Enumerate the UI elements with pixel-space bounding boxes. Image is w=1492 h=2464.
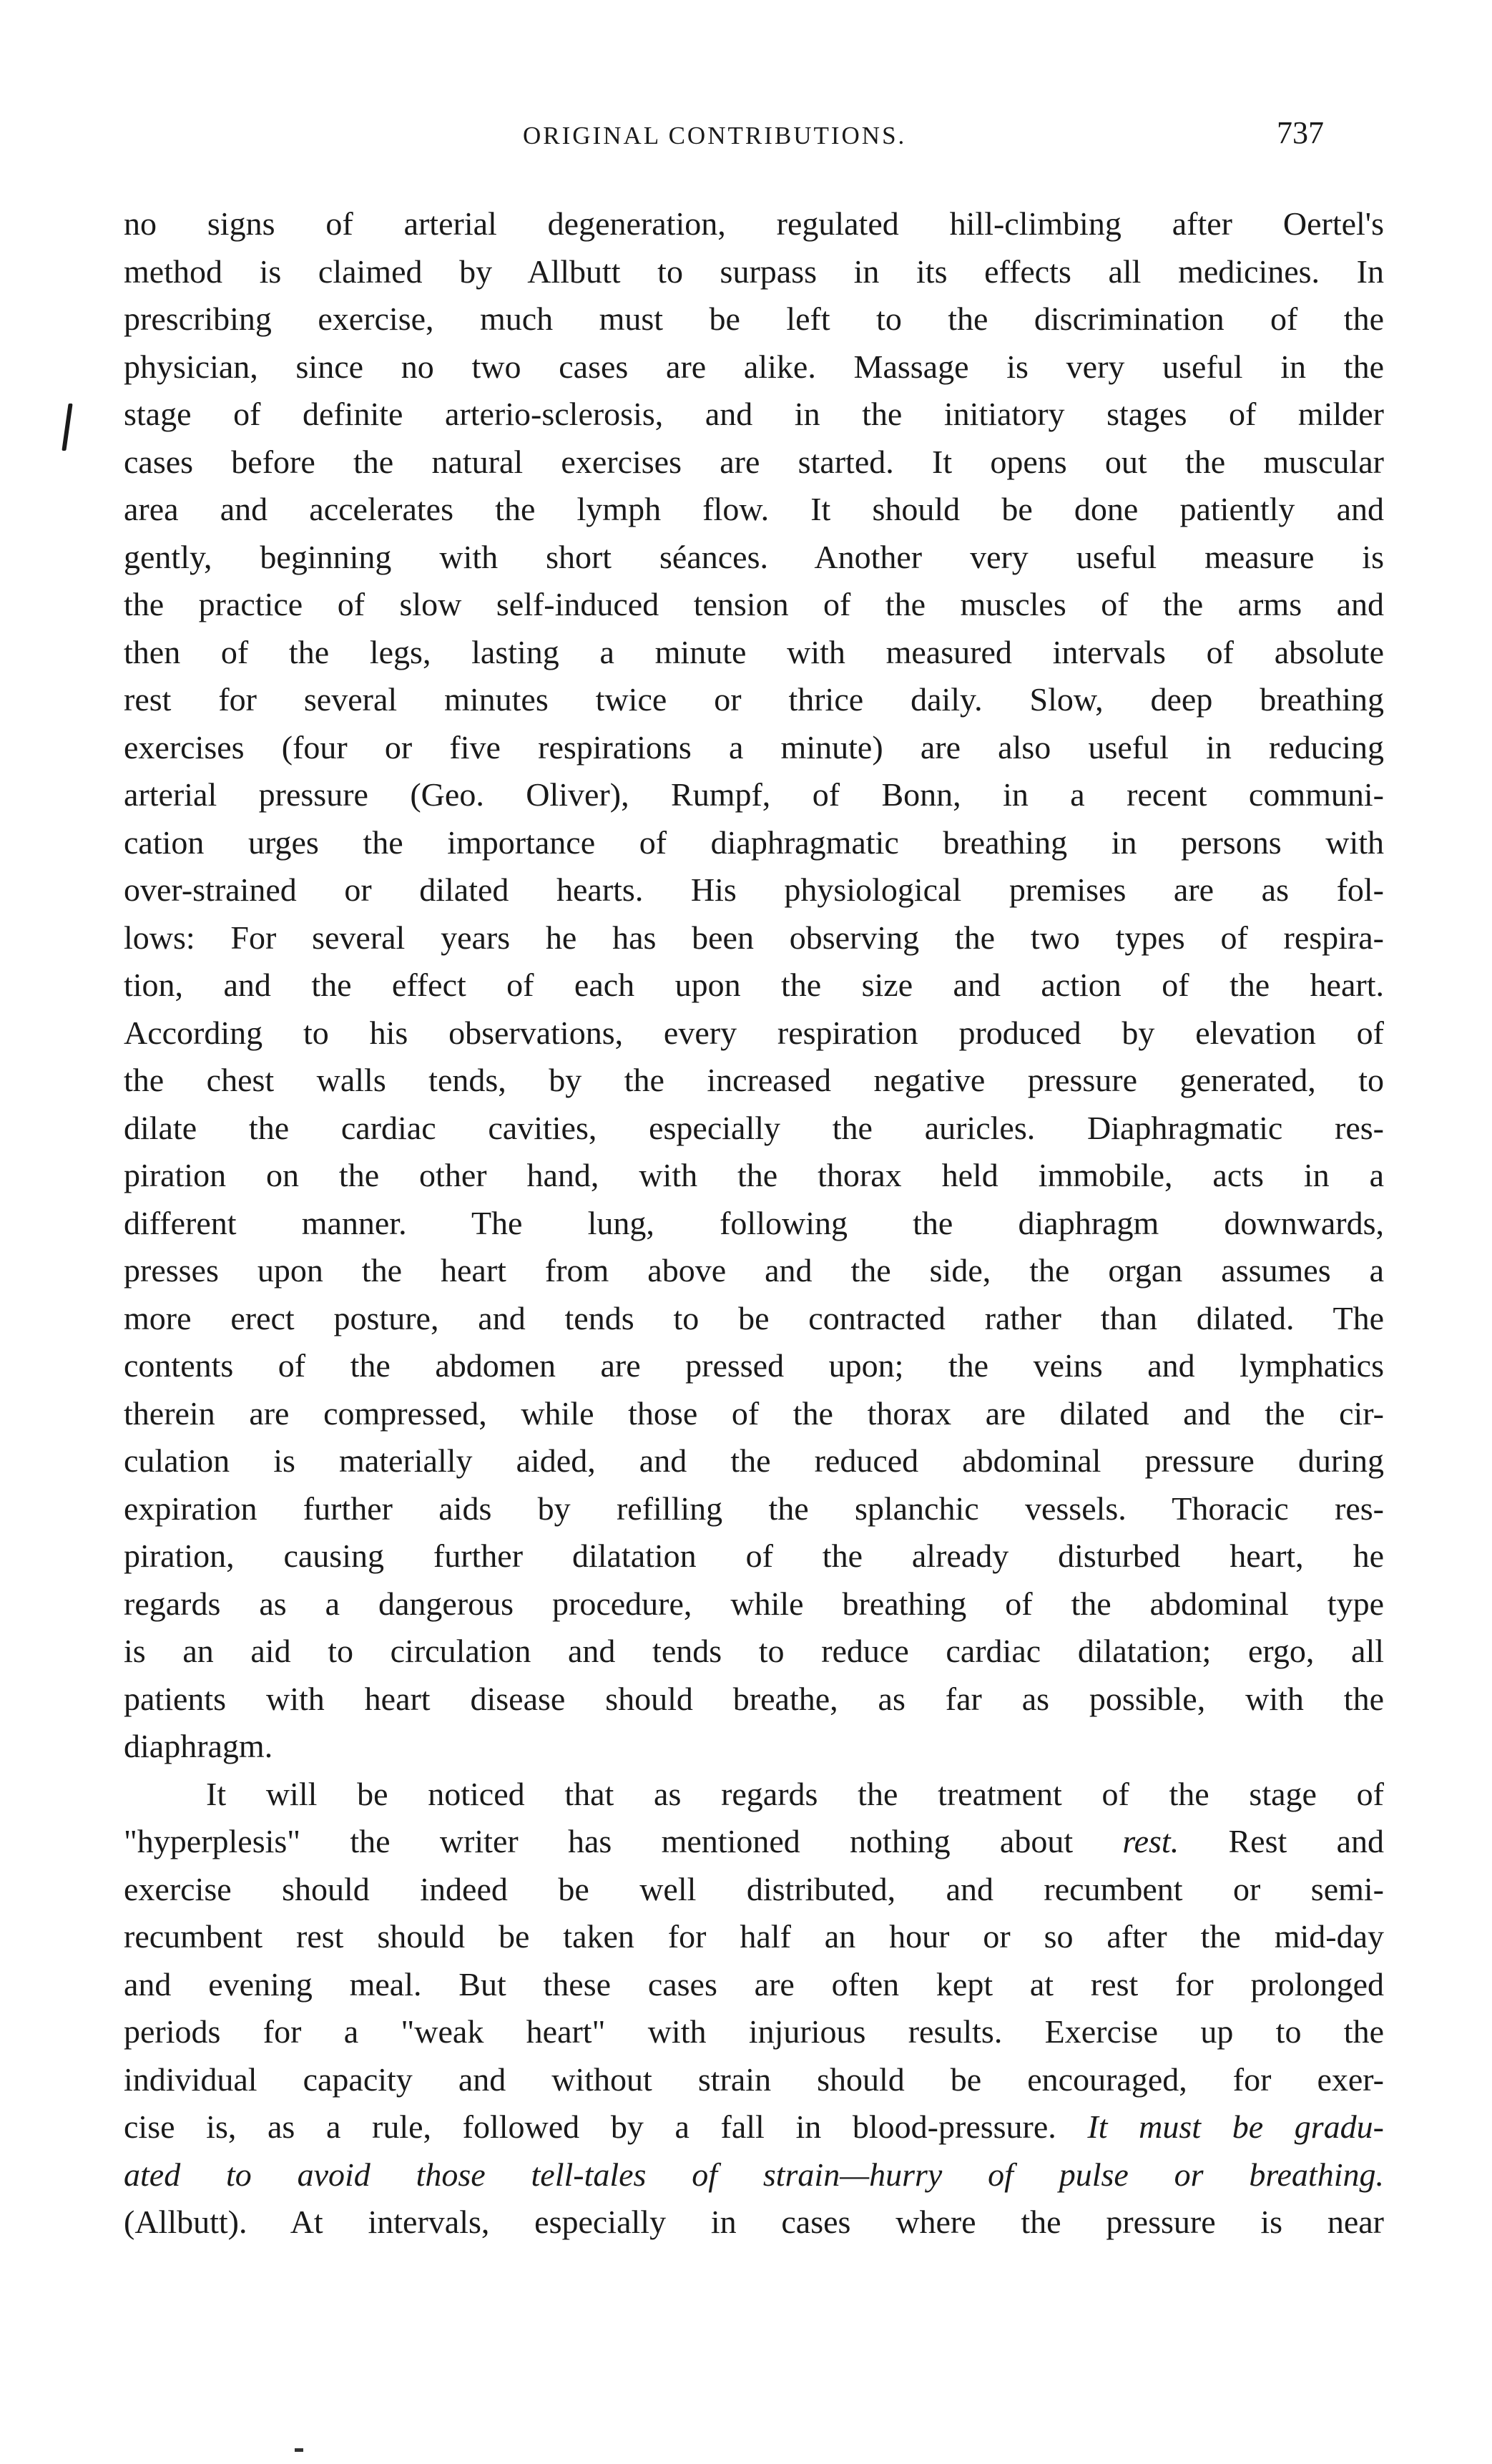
text-span: Rest and — [1179, 1823, 1384, 1859]
text-line — [124, 2103, 1384, 2151]
text-line: therein are compressed, while those of the thorax are dilated and the cir- — [124, 1394, 1384, 1432]
text-line: contents of the abdomen are pressed upon; the veins and lymphatics — [124, 1347, 1384, 1384]
text-line: different manner. The lung, following the diaphragm downwards, — [124, 1204, 1384, 1241]
text-line: gently, beginning with short séances. Another very useful measure is — [124, 538, 1384, 575]
page-number: 737 — [1277, 115, 1324, 150]
text-line: no signs of arterial degeneration, regulated hill-climbing after Oertel's — [124, 205, 1384, 242]
text-line: the practice of slow self-induced tension of the muscles of the arms and — [124, 586, 1384, 622]
text-line: lows: For several years he has been observing the two types of respira- — [124, 919, 1384, 956]
text-line: area and accelerates the lymph flow. It should be done patiently and — [124, 491, 1384, 527]
text-line: recumbent rest should be taken for half an hour or so after the mid-day — [124, 1918, 1384, 1955]
text-span: cise is, as a rule, followed by a fall in blood-pressure. — [124, 2108, 1088, 2145]
text-line: According to his observations, every respiration produced by elevation of — [124, 1014, 1384, 1051]
text-line — [124, 1818, 1384, 1866]
text-line: culation is materially aided, and the reduced abdominal pressure during — [124, 1442, 1384, 1479]
text-line: dilate the cardiac cavities, especially the auricles. Diaphragmatic res- — [124, 1109, 1384, 1146]
text-line: patients with heart disease should breathe, as far as possible, with the — [124, 1680, 1384, 1717]
text-line: (Allbutt). At intervals, especially in cases where the pressure is near — [124, 2204, 1384, 2240]
running-head: ORIGINAL CONTRIBUTIONS. — [523, 122, 907, 150]
text-line: expiration further aids by refilling the splanchic vessels. Thoracic res- — [124, 1490, 1384, 1527]
text-line: piration on the other hand, with the thorax held immobile, acts in a — [124, 1157, 1384, 1193]
text-line: piration, causing further dilatation of the already disturbed heart, he — [124, 1537, 1384, 1574]
emphasis: ated to avoid those tell-tales of strain—hurry of pulse or breathing. — [124, 2156, 1384, 2193]
text-line: presses upon the heart from above and the side, the organ assumes a — [124, 1252, 1384, 1289]
emphasis: It must be gradu- — [1087, 2108, 1384, 2145]
text-line: is an aid to circulation and tends to reduce cardiac dilatation; ergo, all — [124, 1633, 1384, 1669]
text-span: "hyperplesis" the writer has mentioned nothing about — [124, 1823, 1123, 1859]
emphasis: rest. — [1122, 1823, 1179, 1859]
text-line: more erect posture, and tends to be contracted rather than dilated. The — [124, 1299, 1384, 1336]
text-line: diaphragm. — [124, 1728, 273, 1764]
text-line: arterial pressure (Geo. Oliver), Rumpf, of Bonn, in a recent communi- — [124, 776, 1384, 813]
text-line: the chest walls tends, by the increased negative pressure generated, to — [124, 1062, 1384, 1098]
text-line: exercise should indeed be well distributed, and recumbent or semi- — [124, 1870, 1384, 1907]
text-line: over-strained or dilated hearts. His physiological premises are as fol- — [124, 871, 1384, 908]
text-line: tion, and the effect of each upon the size and action of the heart. — [124, 967, 1384, 1003]
text-line: rest for several minutes twice or thrice daily. Slow, deep breathing — [124, 681, 1384, 718]
text-line: individual capacity and without strain should be encouraged, for exer- — [124, 2060, 1384, 2098]
body-text — [124, 200, 1384, 2247]
text-line: physician, since no two cases are alike. Massage is very useful in the — [124, 348, 1384, 385]
text-line — [124, 2151, 1384, 2199]
text-line: and evening meal. But these cases are often kept at rest for prolonged — [124, 1965, 1384, 2003]
text-line: periods for a "weak heart" with injurious results. Exercise up to the — [124, 2013, 1384, 2050]
text-line: prescribing exercise, much must be left to the discrimination of the — [124, 300, 1384, 337]
text-line: then of the legs, lasting a minute with measured intervals of absolute — [124, 633, 1384, 670]
text-line: regards as a dangerous procedure, while breathing of the abdominal type — [124, 1585, 1384, 1622]
text-line: cation urges the importance of diaphragmatic breathing in persons with — [124, 823, 1384, 861]
text-line: cases before the natural exercises are started. It opens out the muscular — [124, 443, 1384, 480]
text-line: method is claimed by Allbutt to surpass in its effects all medicines. In — [124, 253, 1384, 290]
text-line: It will be noticed that as regards the treatment of the stage of — [206, 1775, 1384, 1812]
text-line: stage of definite arterio-sclerosis, and in the initiatory stages of milder — [124, 396, 1384, 432]
print-mark — [295, 2448, 303, 2452]
margin-mark — [62, 404, 72, 451]
text-line: exercises (four or five respirations a minute) are also useful in reducing — [124, 728, 1384, 766]
